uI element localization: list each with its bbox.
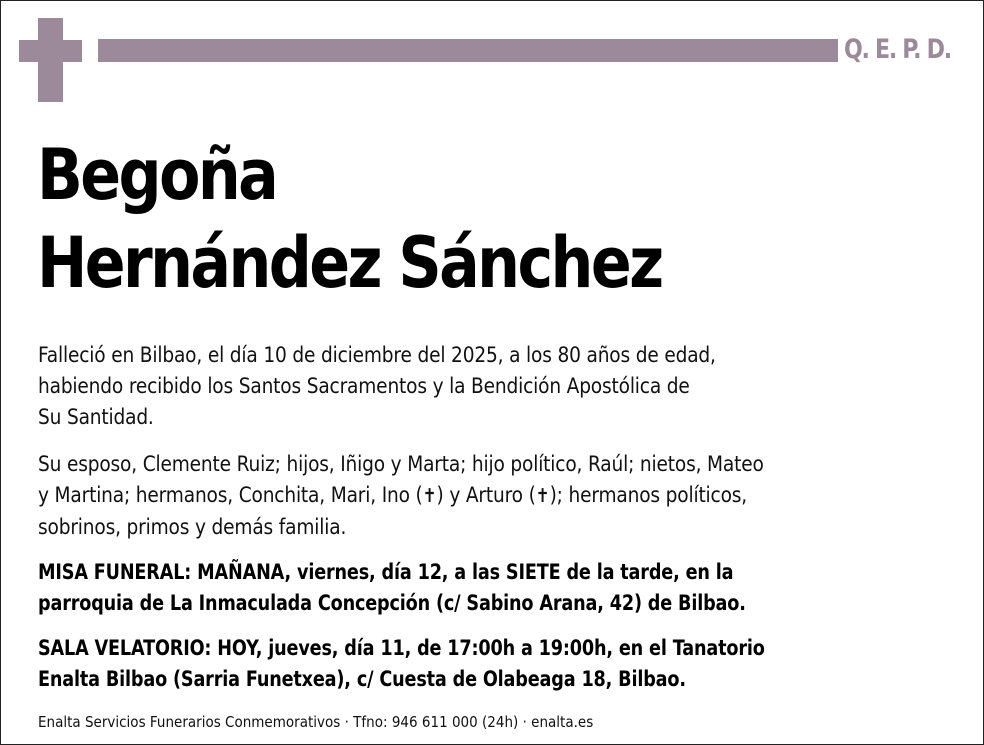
family-line — [38, 480, 764, 512]
family-text: y Martina; hermanos, Conchita, Mari, Ino ( — [38, 483, 423, 507]
wake-line: SALA VELATORIO: HOY, jueves, día 11, de 17:00h a 19:00h, en el Tanatorio — [38, 636, 765, 660]
funeral-mass-line: MISA FUNERAL: MAÑANA, viernes, día 12, a las SIETE de la tarde, en la — [38, 560, 734, 584]
announcement-line: Falleció en Bilbao, el día 10 de diciembre del 2025, a los 80 años de edad, — [38, 343, 716, 367]
family-line: sobrinos, primos y demás familia. — [38, 515, 347, 539]
cross-icon-horizontal — [19, 40, 82, 62]
deceased-cross-icon: ✝ — [535, 485, 550, 507]
family-text: ); hermanos políticos, — [549, 483, 748, 507]
deceased-cross-icon: ✝ — [422, 485, 437, 507]
qepd-label: Q. E. P. D. — [844, 34, 951, 65]
footer-contact: Enalta Servicios Funerarios Conmemorativos · Tfno: 946 611 000 (24h) · enalta.es — [38, 713, 594, 731]
family-list — [38, 449, 764, 543]
funeral-mass-info — [38, 557, 746, 619]
family-text: ) y Arturo ( — [436, 483, 536, 507]
wake-info — [38, 633, 765, 695]
header-rule — [98, 39, 838, 62]
announcement-line: Su Santidad. — [38, 405, 154, 429]
family-line: Su esposo, Clemente Ruiz; hijos, Iñigo y Marta; hijo político, Raúl; nietos, Mateo — [38, 452, 764, 476]
deceased-name — [37, 131, 662, 307]
deceased-surnames: Hernández Sánchez — [37, 222, 662, 304]
funeral-mass-line: parroquia de La Inmaculada Concepción (c/ Sabino Arana, 42) de Bilbao. — [38, 591, 746, 615]
deceased-first-name: Begoña — [37, 134, 277, 216]
death-announcement — [38, 340, 716, 433]
announcement-line: habiendo recibido los Santos Sacramentos y la Bendición Apostólica de — [38, 374, 690, 398]
wake-line: Enalta Bilbao (Sarria Funetxea), c/ Cuesta de Olabeaga 18, Bilbao. — [38, 667, 686, 691]
